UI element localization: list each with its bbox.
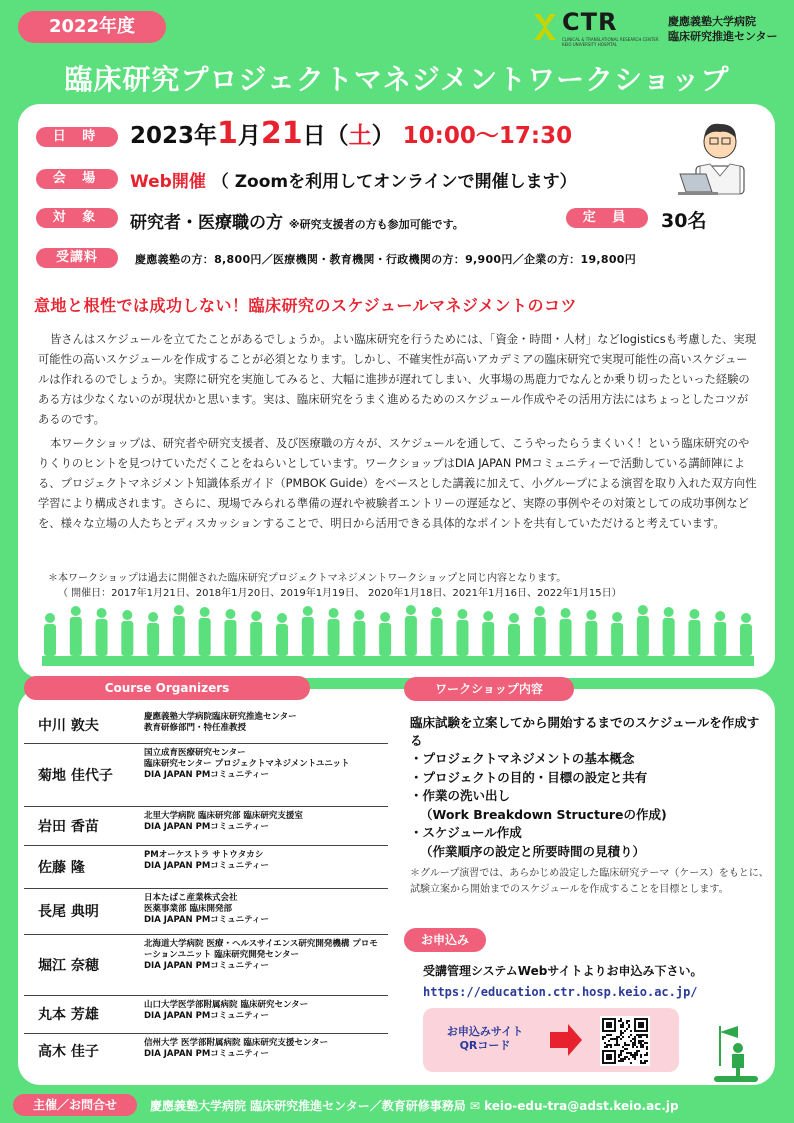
workshop-item: ・プロジェクトの目的・目標の設定と共有 — [410, 769, 648, 785]
workshop-heading: ワークショップ内容 — [404, 677, 574, 701]
fee-label: 受講料 — [36, 248, 118, 268]
organizer-name: 岩田 香苗 — [38, 818, 99, 835]
organizer-name: 堀江 奈穂 — [38, 957, 99, 974]
year-badge: 2022年度 — [18, 11, 166, 43]
organizer-affiliation: 慶應義塾大学病院臨床研究推進センター 教育研修部門・特任准教授 — [144, 712, 297, 733]
ctr-logo — [532, 8, 790, 48]
organizers-heading: Course Organizers — [24, 676, 310, 700]
organizer-name: 佐藤 隆 — [38, 859, 85, 876]
organizer-row — [24, 806, 388, 846]
apply-heading: お申込み — [404, 928, 486, 952]
organizer-affiliation: 北海道大学病院 医療・ヘルスサイエンス研究開発機構 プロモーションユニット 臨床研究開発センター DIA JAPAN PMコミュニティー — [144, 939, 378, 971]
workshop-item: ・作業の洗い出し — [410, 788, 511, 803]
organizer-name: 菊地 佳代子 — [38, 767, 113, 784]
workshop-item: ・プロジェクトマネジメントの基本概念 — [410, 751, 635, 766]
qr-label: お申込みサイト QRコード — [446, 1025, 524, 1052]
center-name: 臨床研究推進センター — [668, 30, 778, 43]
organizer-affiliation: 日本たばこ産業株式会社 医薬事業部 臨床開発部 DIA JAPAN PMコミュニティー — [144, 893, 269, 925]
ctr-logo-subtext: CLINICAL & TRANSLATIONAL RESEARCH CENTER KEIO UNIVERSITY HOSPITAL — [562, 37, 659, 47]
section-subtitle: 意地と根性では成功しない！臨床研究のスケジュールマネジメントのコツ — [34, 296, 578, 315]
organizer-affiliation: 山口大学医学部附属病院 臨床研究センター DIA JAPAN PMコミュニティー — [144, 1000, 309, 1021]
capacity-label: 定 員 — [566, 208, 648, 228]
organizer-name: 丸本 芳雄 — [38, 1007, 99, 1023]
organizer-name: 高木 佳子 — [38, 1044, 99, 1060]
apply-text: 受講管理システムWebサイトよりお申込み下さい。 — [423, 964, 703, 978]
ctr-logo-mark-icon — [532, 12, 558, 42]
intro-paragraph-1: 皆さんはスケジュールを立てたことがあるでしょうか。よい臨床研究を行うためには、「資金・時間・人材」などlogisticsも考慮した、実現可能性の高いスケジュールを作成することが必須となります。しかし、不確実性が高いアカデミアの臨床研究で実現可能性の高いスケジュールは作れるのでしょうか。実際に研究を実施してみると、大幅に進捗が遅れてしまい、火事場の馬鹿力でなんとか乗り切ったといった経験のある方は少なくないのが現状かと思います。実は、臨床研究をうまく進めるためのスケジュール作成やその活用方法にはちょっとしたコツがあるのです。 — [38, 333, 756, 426]
hospital-name: 慶應義塾大学病院 — [668, 15, 756, 28]
flag-person-icon — [714, 1024, 758, 1082]
qr-code-icon[interactable] — [600, 1016, 650, 1066]
ctr-logo-text: CTR — [562, 8, 618, 36]
organizer-name: 長尾 典明 — [38, 904, 99, 920]
venue-label: 会 場 — [36, 169, 118, 189]
organizer-affiliation: 信州大学 医学部附属病院 臨床研究支援センター DIA JAPAN PMコミュニティー — [144, 1038, 329, 1059]
workshop-intro: 臨床試験を立案してから開始するまでのスケジュールを作成する — [410, 715, 760, 748]
people-silhouettes-icon — [42, 604, 754, 666]
page-title: 臨床研究プロジェクトマネジメントワークショップ — [64, 63, 730, 96]
organizer-row — [24, 888, 388, 935]
target-label: 対 象 — [36, 208, 118, 228]
workshop-item: （作業順序の設定と所要時間の見積り） — [420, 843, 646, 859]
fee-value: 慶應義塾の方：8,800円／医療機関・教育機関・行政機関の方：9,900円／企業の方：19,800円 — [135, 253, 637, 266]
organizer-row — [24, 845, 388, 889]
organizer-affiliation: PMオーケストラ サトウタカシ DIA JAPAN PMコミュニティー — [144, 850, 269, 871]
workshop-items — [410, 750, 770, 861]
arrow-right-icon — [548, 1022, 584, 1058]
workshop-item: （Work Breakdown Structureの作成) — [420, 806, 667, 822]
footer-label: 主催／お問合せ — [13, 1094, 137, 1116]
organizer-affiliation: 国立成育医療研究センター 臨床研究センター プロジェクトマネジメントユニット DIA JAPAN PMコミュニティー — [144, 748, 350, 780]
apply-url-link[interactable]: https://education.ctr.hosp.keio.ac.jp/ — [423, 985, 698, 999]
venue-value: Web開催 （ Zoomを利用してオンラインで開催します） — [130, 172, 577, 192]
past-sessions-dates: （ 開催日：2017年1月21日、2018年1月20日、2019年1月19日、 2020年1月18日、2021年1月16日、2022年1月15日） — [58, 588, 622, 599]
date-value: 2023年1月21日（土） 10:00〜17:30 — [130, 116, 573, 151]
doctor-illustration-icon — [676, 118, 760, 196]
organizer-row — [24, 995, 388, 1034]
past-sessions-note: ＊本ワークショップは過去に開催された臨床研究プロジェクトマネジメントワークショップと同じ内容となります。 — [48, 573, 567, 584]
date-label: 日 時 — [36, 127, 118, 147]
target-value: 研究者・医療職の方 ※研究支援者の方も参加可能です。 — [130, 213, 464, 233]
footer-contact[interactable]: 慶應義塾大学病院 臨床研究推進センター／教育研修事務局 ✉ keio-edu-tra@adst.keio.ac.jp — [150, 1099, 679, 1113]
intro-paragraph-2: 本ワークショップは、研究者や研究支援者、及び医療職の方々が、スケジュールを通して、こうやったらうまくいく！という臨床研究のやりくりのヒントを見つけていただくことをねらいとしています。ワークショップはDIA JAPAN PMコミュニティーで活動している講師陣による、プロジェクトマネジメント知識体系ガイド（PMBOK Guide）をベースとした講義に加えて、小グループによる演習を取り入れた双方向性学習により構成されます。さらに、現場でみられる準備の遅れや被験者エントリーの遅延など、実際の事例やその対策としての成功事例などを、様々な立場の人たちとディスカッションすることで、明日から活用できる具体的なポイントを共有していただけると考えています。 — [38, 437, 757, 530]
organizer-row — [24, 743, 388, 807]
workshop-note: ＊グループ演習では、あらかじめ設定した臨床研究テーマ（ケース）をもとに、試験立案から開始までのスケジュールを作成することを目標とします。 — [410, 868, 769, 895]
workshop-item: ・スケジュール作成 — [410, 825, 522, 840]
organizer-affiliation: 北里大学病院 臨床研究部 臨床研究支援室 DIA JAPAN PMコミュニティー — [144, 811, 303, 832]
capacity-value: 30名 — [661, 210, 707, 232]
organizer-row — [24, 1033, 388, 1069]
organizer-row — [24, 934, 388, 996]
organizer-row — [24, 707, 388, 744]
organizer-name: 中川 敦夫 — [38, 718, 99, 734]
